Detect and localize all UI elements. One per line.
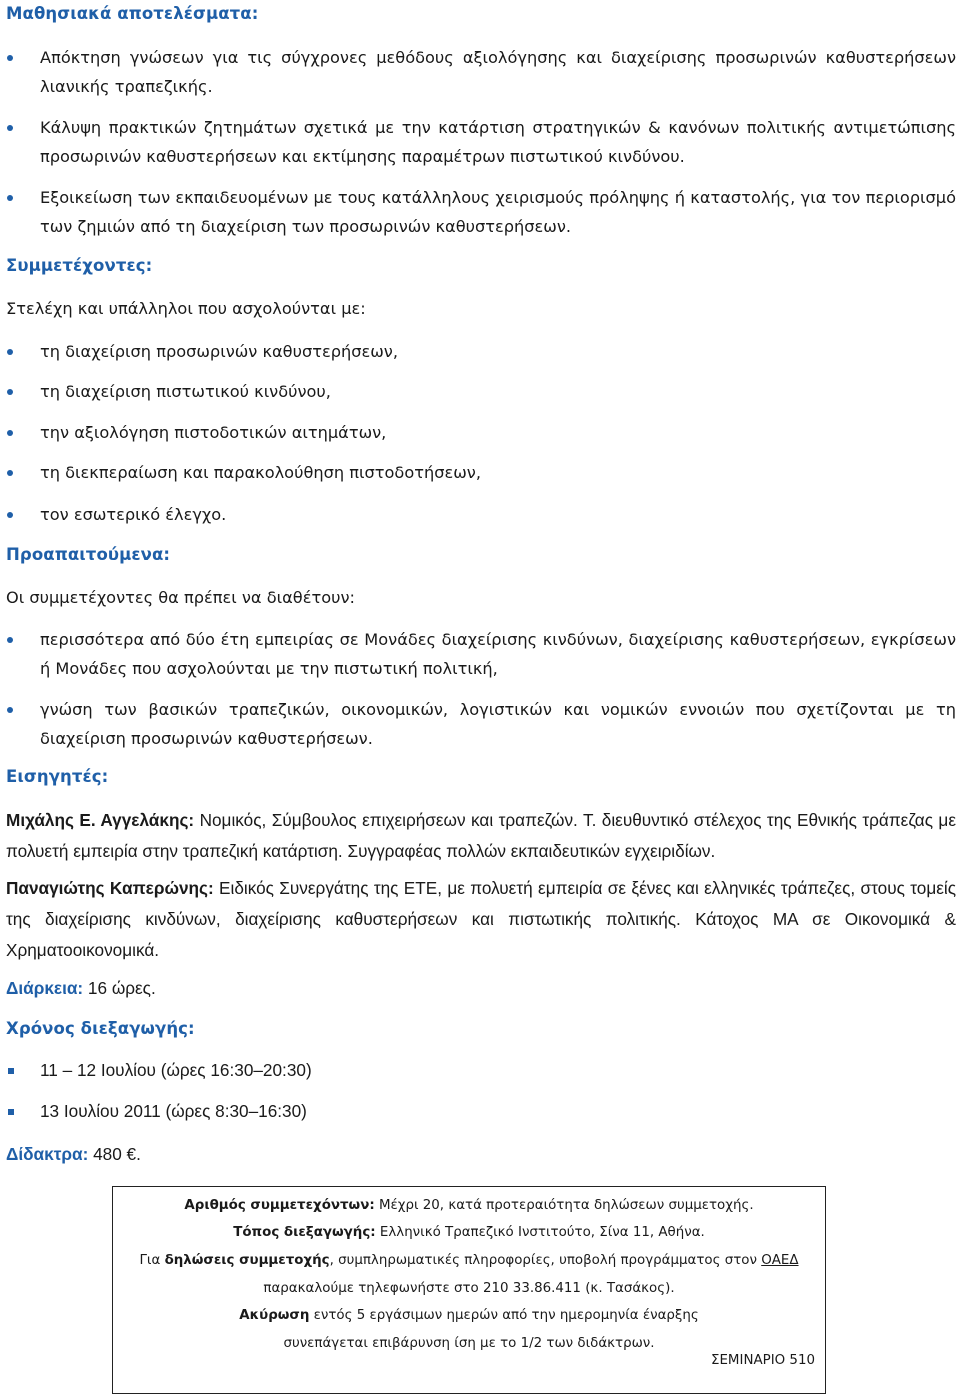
schedule-text: 13 Ιουλίου 2011 (ώρες 8:30–16:30)	[40, 1101, 307, 1121]
contact-line	[113, 1253, 825, 1268]
bullet-icon	[7, 470, 13, 476]
bullet-icon	[7, 349, 13, 355]
outcome-text: Κάλυψη πρακτικών ζητημάτων σχετικά με την κατάρτιση στρατηγικών & κανόνων πολιτικής αντιμετώπισης προσωρινών καθυστερήσεων και εκτίμησης παραμέτρων πιστωτικού κινδύνου.	[40, 118, 956, 166]
participants-count-value: Μέχρι 20, κατά προτεραιότητα δηλώσεων συμμετοχής.	[378, 1198, 754, 1213]
prerequisites-intro: Οι συμμετέχοντες θα πρέπει να διαθέτουν:	[6, 588, 355, 607]
cancel-line	[113, 1308, 825, 1323]
speaker-name: Μιχάλης Ε. Αγγελάκης:	[6, 810, 195, 830]
contact-mid: , συμπληρωματικές πληροφορίες, υποβολή προγράμματος στον	[329, 1253, 757, 1268]
participant-item	[6, 458, 956, 487]
outcome-text: Απόκτηση γνώσεων για τις σύγχρονες μεθόδους αξιολόγησης και διαχείρισης προσωρινών καθυστερήσεων λιανικής τραπεζικής.	[40, 48, 956, 96]
participant-text: τη διαχείριση προσωρινών καθυστερήσεων,	[40, 342, 398, 361]
prerequisite-item	[6, 695, 956, 753]
prerequisite-text: περισσότερα από δύο έτη εμπειρίας σε Μονάδες διαχείρισης κινδύνων, διαχείρισης καθυστερήσεων, εγκρίσεων ή Μονάδες που ασχολούνται με την πιστωτική πολιτική,	[40, 630, 956, 678]
learning-outcomes-heading: Μαθησιακά αποτελέσματα:	[6, 4, 259, 23]
duration	[6, 973, 956, 1003]
outcome-item-1	[6, 43, 956, 101]
cancel-line-2: συνεπάγεται επιβάρυνση ίση με το 1/2 των διδάκτρων.	[283, 1336, 655, 1351]
participants-heading: Συμμετέχοντες:	[6, 256, 153, 275]
prerequisite-text: γνώση των βασικών τραπεζικών, οικονομικών, λογιστικών και νομικών εννοιών που σχετίζονται με τη διαχείριση προσωρινών καθυστερήσεων.	[40, 700, 956, 748]
cancel-rest: εντός 5 εργάσιμων ημερών από την ημερομηνία έναρξης	[313, 1308, 699, 1323]
participant-item	[6, 500, 956, 529]
schedule-text: 11 – 12 Ιουλίου (ώρες 16:30–20:30)	[40, 1060, 312, 1080]
cancel-bold: Ακύρωση	[239, 1308, 310, 1323]
speaker-bio: Ειδικός Συνεργάτης της ΕΤΕ, με πολυετή εμπειρία σε ξένες και ελληνικές τράπεζες, στους τομείς της διαχείρισης κινδύνων, διαχείρισης καθυστερήσεων και πιστωτικής πολιτικής. Κάτοχος ΜΑ σε Οικονομικά & Χρηματοοικονομικά.	[6, 878, 956, 960]
schedule-item	[6, 1097, 956, 1126]
contact-org: ΟΑΕΔ	[761, 1253, 799, 1268]
participant-item	[6, 337, 956, 366]
schedule-heading: Χρόνος διεξαγωγής:	[6, 1019, 195, 1038]
participant-text: τη διαχείριση πιστωτικού κινδύνου,	[40, 382, 331, 401]
duration-value: 16 ώρες.	[87, 978, 156, 998]
seminar-code: ΣΕΜΙΝΑΡΙΟ 510	[711, 1353, 815, 1368]
outcome-item-3	[6, 183, 956, 241]
participant-item	[6, 377, 956, 406]
participants-count-label: Αριθμός συμμετεχόντων:	[184, 1198, 375, 1213]
participant-text: τη διεκπεραίωση και παρακολούθηση πιστοδοτήσεων,	[40, 463, 481, 482]
speaker-1	[6, 805, 956, 867]
square-bullet-icon	[8, 1068, 14, 1074]
venue-line	[113, 1225, 825, 1240]
outcome-item-2	[6, 113, 956, 171]
participants-intro: Στελέχη και υπάλληλοι που ασχολούνται με:	[6, 299, 366, 318]
speaker-name: Παναγιώτης Καπερώνης:	[6, 878, 214, 898]
contact-pre: Για	[139, 1253, 161, 1268]
bullet-icon	[7, 430, 13, 436]
contact-phone-line: παρακαλούμε τηλεφωνήστε στο 210 33.86.411 (κ. Τασάκος).	[263, 1281, 675, 1296]
participant-text: την αξιολόγηση πιστοδοτικών αιτημάτων,	[40, 423, 387, 442]
duration-label: Διάρκεια:	[6, 978, 84, 998]
bullet-icon	[7, 195, 13, 201]
fee-value: 480 €.	[93, 1144, 141, 1164]
speakers-heading: Εισηγητές:	[6, 767, 109, 786]
bullet-icon	[7, 55, 13, 61]
venue-label: Τόπος διεξαγωγής:	[233, 1225, 376, 1240]
bullet-icon	[7, 389, 13, 395]
participant-item	[6, 418, 956, 447]
contact-bold: δηλώσεις συμμετοχής	[164, 1253, 330, 1268]
venue-value: Ελληνικό Τραπεζικό Ινστιτούτο, Σίνα 11, Αθήνα.	[379, 1225, 705, 1240]
fee-label: Δίδακτρα:	[6, 1144, 89, 1164]
schedule-item	[6, 1056, 956, 1085]
bullet-icon	[7, 637, 13, 643]
square-bullet-icon	[8, 1109, 14, 1115]
speaker-bio: Νομικός, Σύμβουλος επιχειρήσεων και τραπεζών. Τ. διευθυντικό στέλεχος της Εθνικής τράπεζας με πολυετή εμπειρία στην τραπεζική κατάρτιση. Συγγραφέας πολλών εκπαιδευτικών εγχειριδίων.	[6, 810, 956, 861]
bullet-icon	[7, 125, 13, 131]
bullet-icon	[7, 512, 13, 518]
info-box	[112, 1186, 826, 1394]
participant-text: τον εσωτερικό έλεγχο.	[40, 505, 227, 524]
prerequisite-item	[6, 625, 956, 683]
fee	[6, 1139, 956, 1169]
outcome-text: Εξοικείωση των εκπαιδευομένων με τους κατάλληλους χειρισμούς πρόληψης ή καταστολής, για τον περιορισμό των ζημιών από τη διαχείριση των προσωρινών καθυστερήσεων.	[40, 188, 956, 236]
bullet-icon	[7, 707, 13, 713]
participants-count-line	[113, 1198, 825, 1213]
prerequisites-heading: Προαπαιτούμενα:	[6, 545, 171, 564]
speaker-2	[6, 873, 956, 966]
